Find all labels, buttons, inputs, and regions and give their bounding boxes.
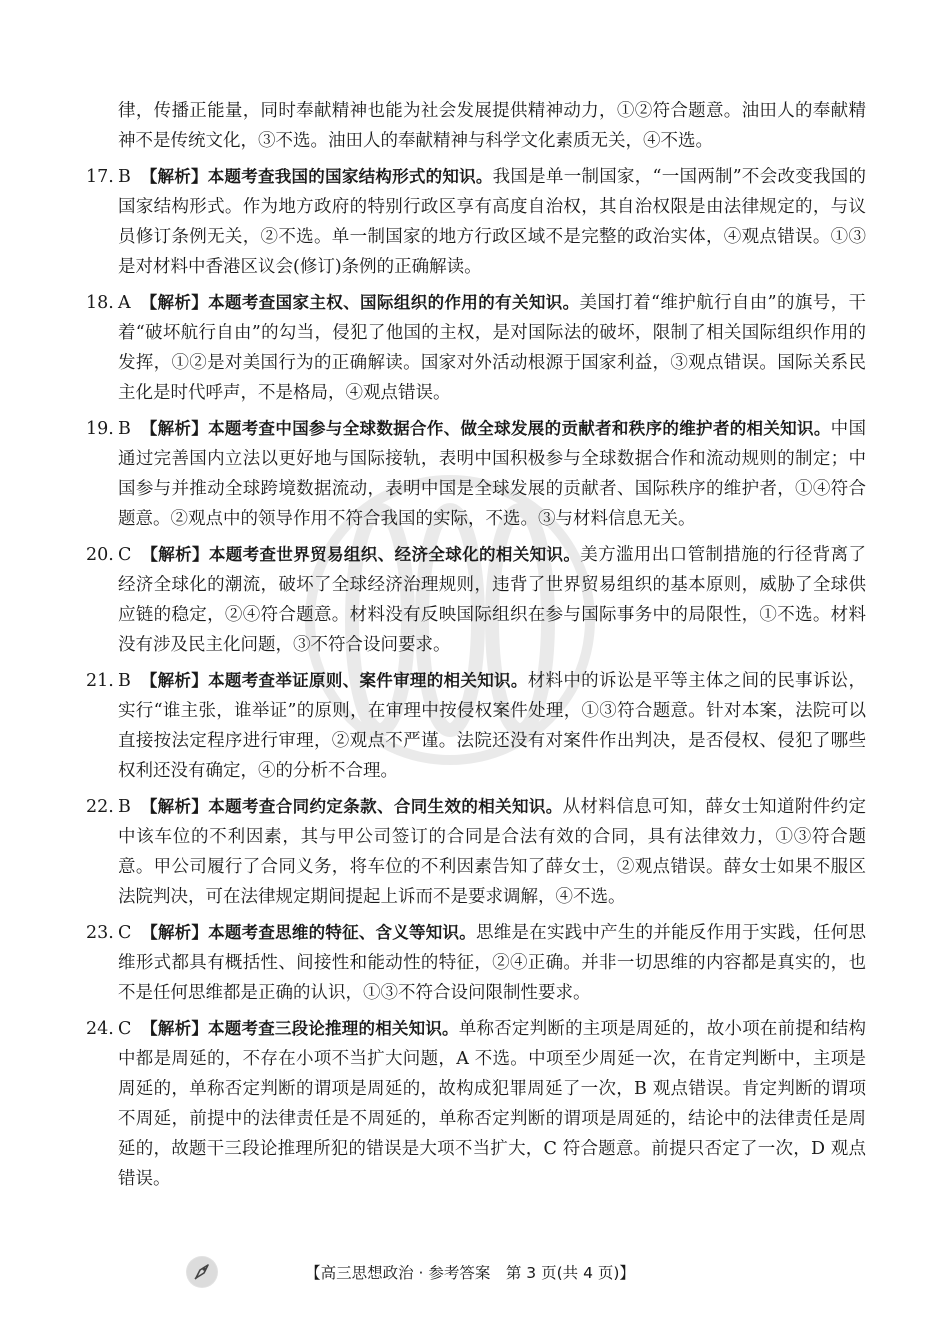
item-answer: B [118, 167, 131, 187]
item-topic: 本题考查合同约定条款、合同生效的相关知识。 [208, 797, 563, 816]
item-answer: C [118, 923, 132, 943]
item-answer: B [118, 671, 131, 691]
analysis-tag: 【解析】 [141, 545, 209, 564]
item-number: 21. [86, 671, 114, 691]
item-topic: 本题考查中国参与全球数据合作、做全球发展的贡献者和秩序的维护者的相关知识。 [208, 419, 831, 438]
item-body [118, 1014, 866, 1194]
item-answer: C [118, 545, 132, 565]
analysis-tag: 【解析】 [140, 293, 209, 312]
item-body [118, 414, 866, 534]
item-topic: 本题考查我国的国家结构形式的知识。 [207, 167, 493, 186]
answer-item-17 [86, 162, 866, 282]
item-number: 24. [86, 1019, 114, 1039]
item-number: 22. [86, 797, 114, 817]
item-body [118, 666, 866, 786]
item-answer: A [118, 293, 131, 313]
item-number: 17. [86, 167, 114, 187]
item-text: 从材料信息可知，薛女士知道附件约定中该车位的不利因素，其与甲公司签订的合同是合法有效的合同，具有法律效力，①③符合题意。甲公司履行了合同义务，将车位的不利因素告知了薛女士，②观点错误。薛女士如果不服区法院判决，可在法律规定期间提起上诉而不是要求调解，④不选。 [118, 797, 866, 907]
item-text: 中国通过完善国内立法以更好地与国际接轨，表明中国积极参与全球数据合作和流动规则的制定；中国参与并推动全球跨境数据流动，表明中国是全球发展的贡献者、国际秩序的维护者，①④符合题意。②观点中的领导作用不符合我国的实际，不选。③与材料信息无关。 [118, 419, 866, 529]
item-number: 23. [86, 923, 114, 943]
item-body [118, 918, 866, 1008]
item-topic: 本题考查三段论推理的相关知识。 [208, 1019, 459, 1038]
item-answer: B [118, 419, 131, 439]
item-body [118, 540, 866, 660]
answer-item-21 [86, 666, 867, 786]
analysis-tag: 【解析】 [141, 1019, 209, 1038]
footer-page-label: 【高三思想政治 · 参考答案 第 3 页(共 4 页)】 [305, 1264, 635, 1282]
item-topic: 本题考查世界贸易组织、经济全球化的相关知识。 [208, 545, 581, 564]
item-body [118, 162, 866, 282]
item-topic: 本题考查举证原则、案件审理的相关知识。 [208, 671, 528, 690]
analysis-tag: 【解析】 [140, 797, 209, 816]
analysis-tag: 【解析】 [140, 419, 209, 438]
analysis-tag: 【解析】 [140, 167, 208, 186]
item-body [118, 288, 866, 408]
item-topic: 本题考查思维的特征、含义等知识。 [208, 923, 476, 942]
item-number: 19. [86, 419, 114, 439]
answer-item-22 [86, 792, 866, 912]
rocket-icon [186, 1256, 218, 1288]
item-answer: B [118, 797, 131, 817]
item-text: 美国打着“维护航行自由”的旗号，干着“破坏航行自由”的勾当，侵犯了他国的主权，是对国际法的破坏，限制了相关国际组织作用的发挥，①②是对美国行为的正确解读。国家对外活动根源于国家利益，③观点错误。国际关系民主化是时代呼声，不是格局，④观点错误。 [118, 293, 867, 403]
analysis-tag: 【解析】 [141, 923, 209, 942]
intro-paragraph: 律，传播正能量，同时奉献精神也能为社会发展提供精神动力，①②符合题意。油田人的奉献精神不是传统文化，③不选。油田人的奉献精神与科学文化素质无关，④不选。 [118, 101, 866, 151]
item-text: 单称否定判断的主项是周延的，故小项在前提和结构中都是周延的，不存在小项不当扩大问题，A 不选。中项至少周延一次，在肯定判断中，主项是周延的，单称否定判断的谓项是周延的，故构成犯罪周延了一次，B 观点错误。肯定判断的谓项不周延，前提中的法律责任是不周延的，单称否定判断的谓项是周延的，结论中的法律责任是周延的，故题干三段论推理所犯的错误是大项不当扩大，C 符合题意。前提只否定了一次，D 观点错误。 [118, 1019, 867, 1189]
item-body [118, 792, 866, 912]
answer-content [86, 96, 867, 1194]
item-text: 我国是单一制国家，“一国两制”不会改变我国的国家结构形式。作为地方政府的特别行政区享有高度自治权，其自治权限是由法律规定的，与议员修订条例无关，②不选。单一制国家的地方行政区域不是完整的政治实体，④观点错误。①③是对材料中香港区议会(修订)条例的正确解读。 [118, 167, 866, 277]
item-text: 材料中的诉讼是平等主体之间的民事诉讼，实行“谁主张，谁举证”的原则，在审理中按侵权案件处理，①③符合题意。针对本案，法院可以直接按法定程序进行审理，②观点不严谨。法院还没有对案件作出判决，是否侵权、侵犯了哪些权利还没有确定，④的分析不合理。 [118, 671, 867, 781]
item-text: 美方滥用出口管制措施的行径背离了经济全球化的潮流，破坏了全球经济治理规则，违背了世界贸易组织的基本原则，威胁了全球供应链的稳定，②④符合题意。材料没有反映国际组织在参与国际事务中的局限性，①不选。材料没有涉及民主化问题，③不符合设问要求。 [118, 545, 867, 655]
item-number: 18. [86, 293, 114, 313]
answer-item-23 [86, 918, 867, 1008]
item-number: 20. [86, 545, 114, 565]
answer-item-19 [86, 414, 866, 534]
page-footer [0, 1256, 950, 1290]
item-text: 思维是在实践中产生的并能反作用于实践，任何思维形式都具有概括性、间接性和能动性的特征，②④正确。并非一切思维的内容都是真实的，也不是任何思维都是正确的认识，①③不符合设问限制性要求。 [118, 923, 867, 1003]
analysis-tag: 【解析】 [140, 671, 209, 690]
item-answer: C [118, 1019, 132, 1039]
answer-item-24 [86, 1014, 867, 1194]
answer-item-20 [86, 540, 867, 660]
item-topic: 本题考查国家主权、国际组织的作用的有关知识。 [208, 293, 580, 312]
answer-item-18 [86, 288, 867, 408]
